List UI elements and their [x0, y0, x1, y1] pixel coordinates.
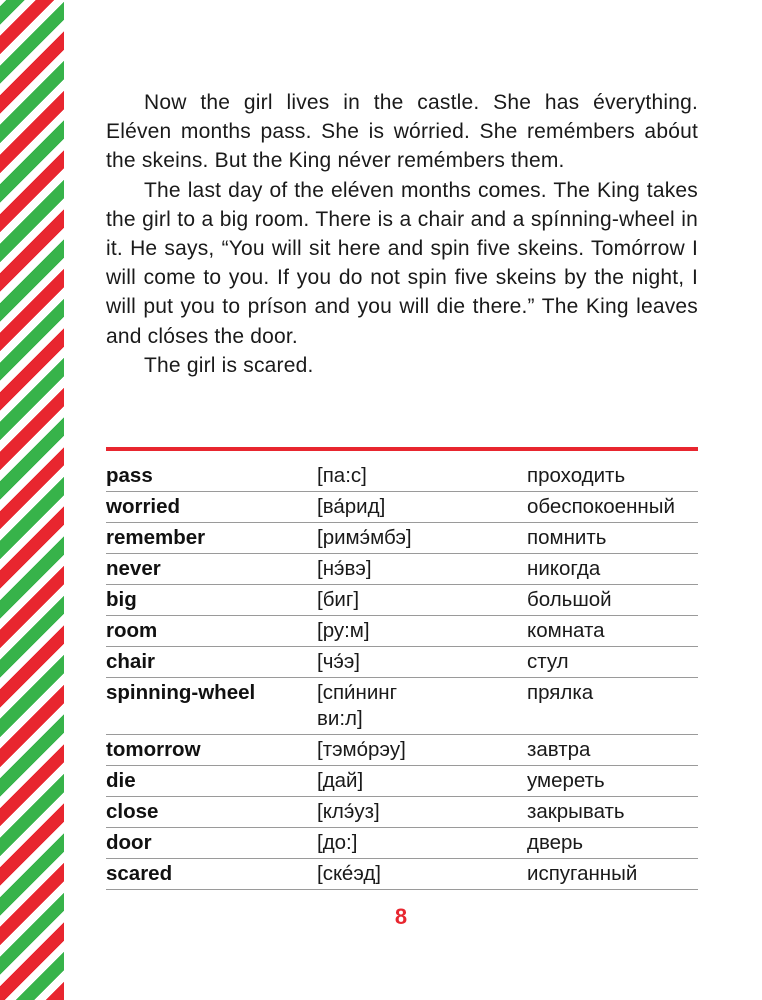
vocab-pronunciation: [па:с] — [317, 464, 367, 487]
vocab-row — [106, 859, 698, 890]
story-text — [106, 88, 698, 380]
vocab-pronunciation: [ру:м] — [317, 619, 370, 642]
vocab-word: chair — [106, 650, 155, 673]
vocab-translation: помнить — [527, 526, 607, 549]
vocab-pronunciation: [дай] — [317, 769, 364, 792]
vocab-pronunciation: [римэ́мбэ] — [317, 526, 412, 549]
vocab-pronunciation: [скéэд] — [317, 862, 381, 885]
vocab-word: big — [106, 588, 137, 611]
vocab-row — [106, 828, 698, 859]
vocab-row — [106, 647, 698, 678]
vocab-pronunciation: [нэ́вэ] — [317, 557, 372, 580]
vocab-word: die — [106, 769, 136, 792]
vocab-word: spinning-wheel — [106, 681, 256, 704]
vocab-row — [106, 678, 698, 735]
vocab-word: close — [106, 800, 159, 823]
vocab-translation: большой — [527, 588, 612, 611]
story-paragraph: The last day of the eléven months comes. The King takes the girl to a big room. There is a chair and a spínning-wheel in it. He says, “You will sit here and spin five skeins. Tomórrow I will come to you. If you do not spin five skeins by the night, I will put you to príson and you will die there.” The King leaves and clóses the door. — [106, 178, 698, 348]
vocab-row — [106, 735, 698, 766]
vocab-translation: дверь — [527, 831, 584, 854]
vocab-pronunciation: [чэ́э] — [317, 650, 360, 673]
vocab-pronunciation: [биг] — [317, 588, 360, 611]
vocabulary-table — [106, 461, 698, 890]
vocab-translation: умереть — [527, 769, 605, 792]
vocab-row — [106, 461, 698, 492]
vocab-pronunciation: [тэмо́рэу] — [317, 738, 406, 761]
decorative-stripe-border — [0, 0, 64, 1000]
vocab-word: worried — [106, 495, 181, 518]
vocab-row — [106, 766, 698, 797]
vocab-word: tomorrow — [106, 738, 201, 761]
vocab-translation: комната — [527, 619, 605, 642]
vocab-translation: стул — [527, 650, 569, 673]
vocab-word: room — [106, 619, 158, 642]
vocab-pronunciation: [клэ́уз] — [317, 800, 380, 823]
vocab-translation: завтра — [527, 738, 591, 761]
vocab-row — [106, 616, 698, 647]
vocab-row — [106, 492, 698, 523]
vocab-pronunciation: [до:] — [317, 831, 358, 854]
vocab-word: remember — [106, 526, 206, 549]
vocab-word: pass — [106, 464, 153, 487]
vocab-translation: обеспокоенный — [527, 495, 675, 518]
section-divider — [106, 447, 698, 451]
story-paragraph: Now the girl lives in the castle. She has éverything. Eléven months pass. She is wórried. She remémbers abóut the skeins. But the King néver remémbers them. — [106, 91, 698, 173]
vocab-translation: закрывать — [527, 800, 625, 823]
vocab-row — [106, 554, 698, 585]
vocab-word: door — [106, 831, 152, 854]
vocab-row — [106, 585, 698, 616]
vocab-translation: никогда — [527, 557, 601, 580]
story-paragraph: The girl is scared. — [144, 353, 314, 377]
vocab-word: scared — [106, 862, 173, 885]
vocab-translation: испуганный — [527, 862, 638, 885]
vocab-word: never — [106, 557, 161, 580]
page-number: 8 — [394, 904, 408, 929]
vocab-pronunciation: [ва́рид] — [317, 495, 386, 518]
vocab-row — [106, 797, 698, 828]
vocab-translation: прялка — [527, 681, 594, 704]
vocab-translation: проходить — [527, 464, 626, 487]
vocab-pronunciation: [спи́нинг ви:л] — [317, 681, 398, 730]
vocab-row — [106, 523, 698, 554]
